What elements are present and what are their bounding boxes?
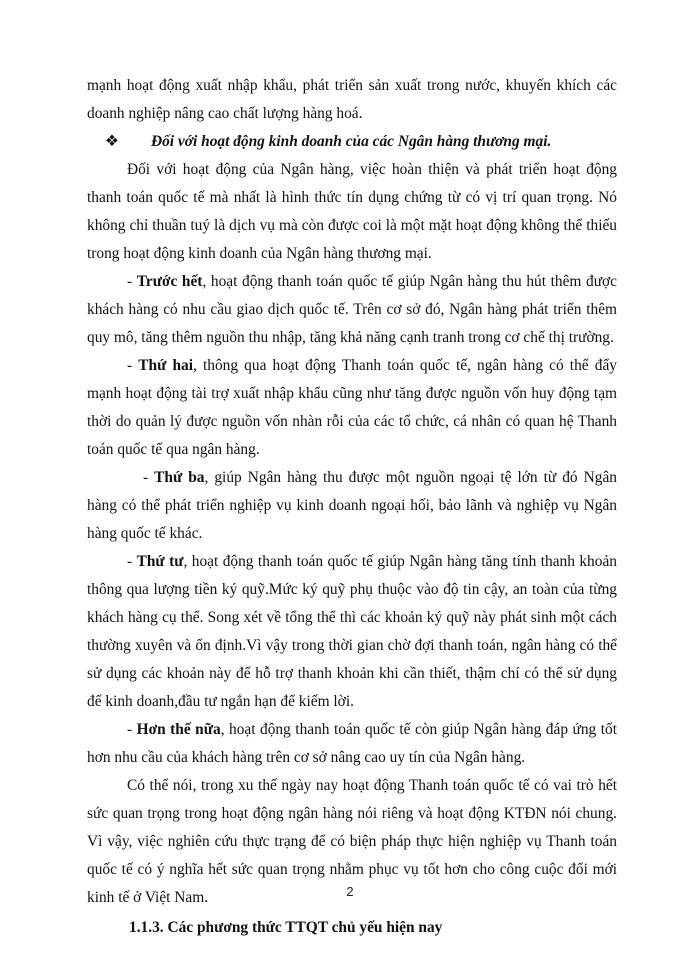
- intro-paragraph: mạnh hoạt động xuất nhập khẩu, phát triển sản xuất trong nước, khuyến khích các doanh nghiệp nâng cao chất lượng hàng hoá.: [87, 77, 617, 122]
- point-text: , giúp Ngân hàng thu được một nguồn ngoại tệ lớn từ đó Ngân hàng có thể phát triển nghiệp vụ kinh doanh ngoại hối, bảo lãnh và nghiệp vụ Ngân hàng quốc tế khác.: [87, 469, 617, 542]
- point-prefix: -: [127, 721, 137, 738]
- point-paragraph-second: [87, 352, 617, 464]
- point-paragraph-fifth: [87, 716, 617, 772]
- point-lead: Thứ hai: [138, 357, 193, 374]
- point-text: , hoạt động thanh toán quốc tế còn giúp Ngân hàng đáp ứng tốt hơn nhu cầu của khách hàng trên cơ sở nâng cao uy tín của Ngân hàng.: [87, 721, 617, 766]
- subheading-text: Đối với hoạt động kinh doanh của các Ngân hàng thương mại.: [151, 133, 552, 150]
- point-prefix: -: [143, 469, 155, 486]
- point-paragraph-fourth: [87, 548, 617, 716]
- overview-paragraph: Đối với hoạt động của Ngân hàng, việc hoàn thiện và phát triển hoạt động thanh toán quốc tế mà nhất là hình thức tín dụng chứng từ có vị trí quan trọng. Nó không chỉ thuần tuý là dịch vụ mà còn được coi là một mặt hoạt động không thể thiếu trong hoạt động kinh doanh của Ngân hàng thương mại.: [87, 161, 617, 262]
- point-lead: Trước hết: [136, 273, 203, 290]
- point-prefix: -: [127, 273, 137, 290]
- conclusion-paragraph: Có thể nói, trong xu thế ngày nay hoạt động Thanh toán quốc tế có vai trò hết sức quan trọng trong hoạt động ngân hàng nói riêng và hoạt động KTĐN nói chung. Vì vậy, việc nghiên cứu thực trạng để có biện pháp thực hiện nghiệp vụ Thanh toán quốc tế có ý nghĩa hết sức quan trọng nhằm phục vụ tốt hơn cho công cuộc đổi mới kinh tế ở Việt Nam.: [87, 777, 617, 906]
- page-body: [87, 72, 617, 942]
- point-lead: Thứ ba: [154, 469, 205, 486]
- point-text: , thông qua hoạt động Thanh toán quốc tế, ngân hàng có thể đẩy mạnh hoạt động tài trợ xuất nhập khẩu cũng như tăng được nguồn vốn huy động tạm thời do quản lý được nguồn vốn nhàn rỗi của các tổ chức, cá nhân có quan hệ Thanh toán quốc tế qua ngân hàng.: [87, 357, 617, 458]
- diamond-bullet-icon: ❖: [105, 133, 119, 150]
- point-paragraph-third: [87, 464, 617, 548]
- section-heading: 1.1.3. Các phương thức TTQT chủ yếu hiện nay: [129, 919, 443, 936]
- point-text: , hoạt động thanh toán quốc tế giúp Ngân hàng thu hút thêm được khách hàng có nhu cầu giao dịch quốc tế. Trên cơ sở đó, Ngân hàng phát triển thêm quy mô, tăng thêm nguồn thu nhập, tăng khả năng cạnh tranh trong cơ chế thị trường.: [87, 273, 618, 346]
- point-lead: Hơn thế nữa: [136, 721, 221, 738]
- point-paragraph-first: [87, 268, 617, 352]
- point-lead: Thứ tư: [136, 553, 184, 570]
- page-number: 2: [346, 884, 354, 899]
- subheading: [87, 128, 617, 156]
- point-prefix: -: [127, 357, 139, 374]
- point-text: , hoạt động thanh toán quốc tế giúp Ngân hàng tăng tính thanh khoản thông qua lượng tiền ký quỹ.Mức ký quỹ phụ thuộc vào độ tin cậy, an toàn của từng khách hàng cụ thể. Song xét về tổng thể thì các khoản ký quỹ này phát sinh một cách thường xuyên và ổn định.Vì vậy trong thời gian chờ đợi thanh toán, ngân hàng có thể sử dụng các khoản này để hỗ trợ thanh khoản khi cần thiết, thậm chí có thể sử dụng để kinh doanh,đầu tư ngắn hạn để kiếm lời.: [87, 553, 617, 710]
- point-prefix: -: [127, 553, 137, 570]
